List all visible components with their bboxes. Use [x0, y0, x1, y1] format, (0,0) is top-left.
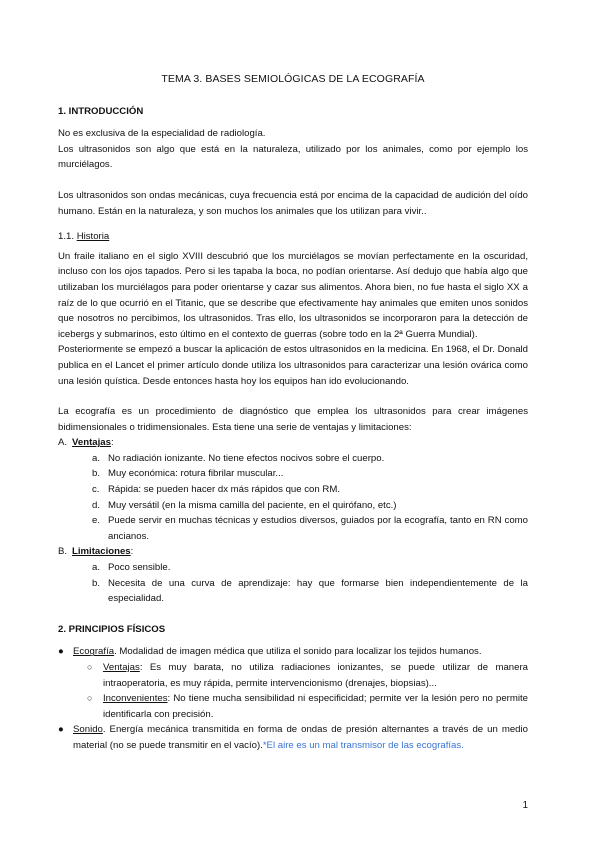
list-marker: b.	[92, 468, 101, 480]
list-colon: :	[110, 437, 114, 449]
limitaciones-sublist	[92, 560, 528, 607]
paragraph: Los ultrasonidos son algo que está en la naturaleza, utilizado por los animales, como por ejemplo los murciélagos.	[58, 143, 528, 171]
bullet-icon: ●	[58, 646, 64, 658]
list-item	[92, 498, 528, 514]
list-item	[87, 660, 528, 691]
section-heading-introduccion: 1. INTRODUCCIÓN	[58, 105, 144, 117]
hollow-bullet-icon: ○	[87, 693, 93, 704]
paragraph: Los ultrasonidos son ondas mecánicas, cuya frecuencia está por encima de la capacidad de audición del oído humano. Están en la naturaleza, y son muchos los animales que los utilizan para vivir..	[58, 189, 528, 217]
page-content	[58, 72, 528, 754]
subsection-number: 1.1.	[58, 231, 75, 243]
blue-note: *El aire es un mal transmisor de las ecografías.	[262, 739, 464, 751]
paragraph: No es exclusiva de la especialidad de radiología.	[58, 128, 266, 140]
list-marker: A.	[58, 437, 68, 449]
ecografia-sublist	[87, 660, 528, 722]
list-item-text: Puede servir en muchas técnicas y estudios diversos, guiados por la ecografía, tanto en RN como ancianos.	[108, 515, 528, 542]
page-number: 1	[522, 800, 528, 811]
list-colon: :	[130, 546, 134, 558]
ventajas-limitaciones-list	[58, 435, 528, 607]
paragraph: Posteriormente se empezó a buscar la aplicación de estos ultrasonidos en la medicina. En 1968, el Dr. Donald publica en el Lancet el primer artículo donde utiliza los ultrasonidos para caracterizar una lesión ovárica como una lesión quística. Desde entonces hasta hoy los equipos han ido evolucionando.	[58, 344, 528, 387]
term-definition: . Energía mecánica transmitida en forma de ondas de presión alternantes a través de un medio material (no se puede transmitir en el vacío).	[73, 724, 528, 751]
term-definition: . Modalidad de imagen médica que utiliza el sonido para localizar los tejidos humanos.	[114, 646, 482, 658]
ventajas-sublist	[92, 451, 528, 545]
list-marker: c.	[92, 484, 100, 496]
list-label: Ventajas	[72, 437, 111, 449]
term-sonido: Sonido	[73, 724, 103, 736]
list-item	[92, 560, 528, 576]
list-item	[92, 451, 528, 467]
list-item-text: Muy versátil (en la misma camilla del paciente, en el quirófano, etc.)	[108, 499, 397, 511]
subsection-heading-historia	[58, 229, 528, 245]
list-item-ecografia	[58, 644, 528, 722]
list-marker: b.	[92, 577, 101, 589]
paragraph: La ecografía es un procedimiento de diagnóstico que emplea los ultrasonidos para crear imágenes bidimensionales o tridimensionales. Esta tiene una serie de ventajas y limitaciones:	[58, 406, 528, 433]
list-item-sonido	[58, 722, 528, 753]
list-marker: a.	[92, 452, 101, 464]
paragraph: Un fraile italiano en el siglo XVIII descubrió que los murciélagos se movían perfectamente en la oscuridad, incluso con los ojos tapados. Pero si les tapaba la boca, no podían orientarse. Así dedujo que había algo que utilizaban los murciélagos para poder orientarse y cazar sus alimentos. Ahora bien, no fue hasta el siglo XX a raíz de lo que ocurrió en el Titanic, que se describe que efectivamente hay animales que emiten unos sonidos que nosotros no percibimos, los ultrasonidos. Tras ello, los ultrasonidos se incorporaron para la detección de icebergs y submarinos, esto último en el contexto de guerras (sobre todo en la 2ª Guerra Mundial).	[58, 250, 528, 340]
list-item-ventajas	[58, 435, 528, 544]
list-item-text: Necesita de una curva de aprendizaje: hay que formarse bien independientemente de la especialidad.	[108, 577, 528, 605]
list-marker: a.	[92, 562, 101, 574]
list-item	[92, 466, 528, 482]
list-marker: d.	[92, 499, 101, 511]
list-item-text: : No tiene mucha sensibilidad ni especificidad; permite ver la lesión pero no permite identificarla con precisión.	[103, 693, 528, 720]
bullet-icon: ●	[58, 724, 64, 736]
list-item	[87, 691, 528, 722]
list-item	[92, 576, 528, 607]
list-item-text: Poco sensible.	[108, 562, 171, 574]
list-item-text: Rápida: se pueden hacer dx más rápidos que con RM.	[108, 484, 340, 496]
page-title: TEMA 3. BASES SEMIOLÓGICAS DE LA ECOGRAFÍA	[161, 73, 425, 85]
list-item	[92, 513, 528, 544]
list-marker: e.	[92, 515, 101, 527]
subsection-label: Historia	[76, 231, 110, 243]
list-label: Limitaciones	[72, 546, 131, 558]
list-item	[92, 482, 528, 498]
list-item-text: No radiación ionizante. No tiene efectos nocivos sobre el cuerpo.	[108, 452, 385, 464]
term-ecografia: Ecografía	[73, 646, 115, 658]
hollow-bullet-icon: ○	[87, 662, 93, 672]
section-heading-principios-fisicos: 2. PRINCIPIOS FÍSICOS	[58, 623, 166, 635]
list-label: Ventajas	[103, 662, 140, 673]
list-item-text: Muy económica: rotura fibrilar muscular...	[108, 468, 284, 480]
list-item-limitaciones	[58, 544, 528, 606]
list-item-text: : Es muy barata, no utiliza radiaciones ionizantes, se puede utilizar de manera intraoperatoria, es muy rápida, permite intervencionismo (drenajes, biopsias)...	[103, 662, 528, 689]
list-marker: B.	[58, 546, 68, 558]
principios-list	[58, 644, 528, 753]
list-label: Inconvenientes	[103, 693, 168, 705]
